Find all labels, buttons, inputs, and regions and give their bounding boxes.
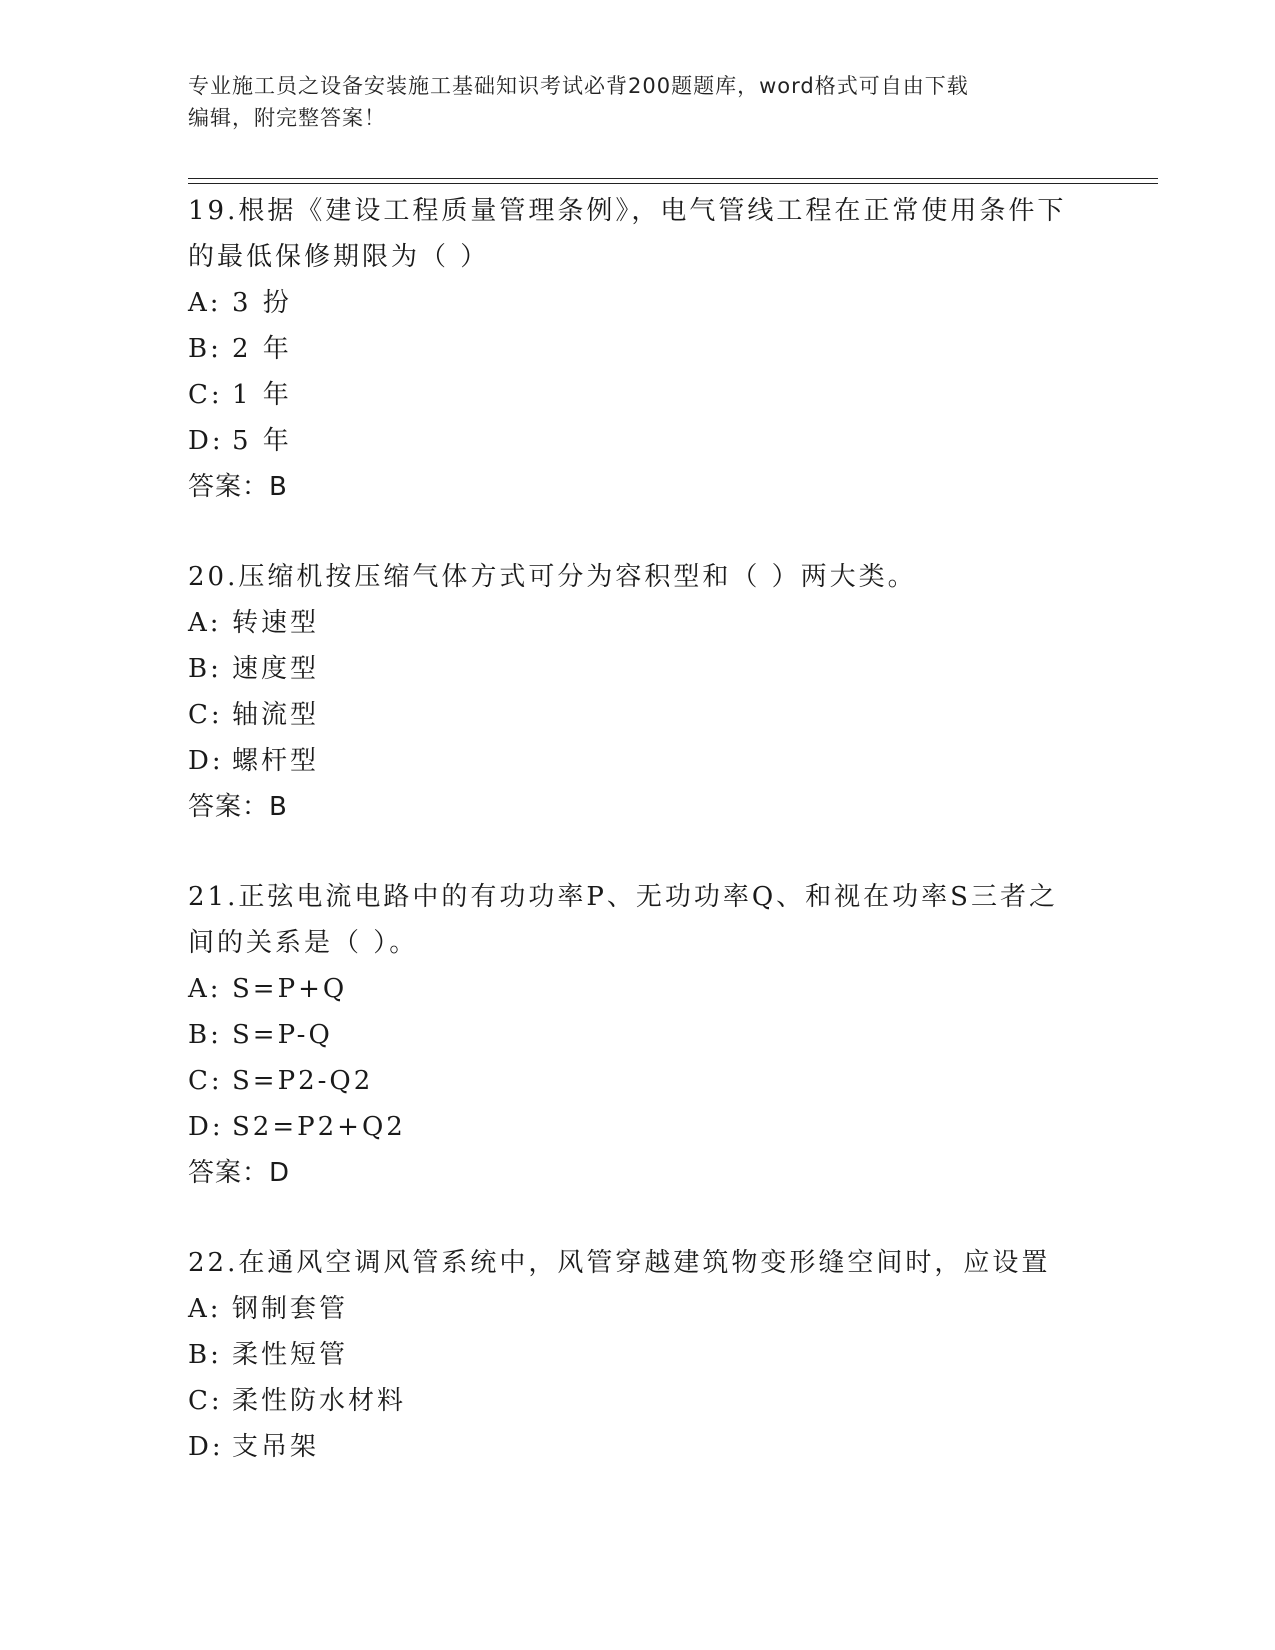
question-stem-continued: 间的关系是（ ）。 bbox=[188, 928, 419, 958]
option-letter: D: bbox=[188, 1112, 224, 1142]
option-c bbox=[188, 1058, 1088, 1104]
option-text: 支吊架 bbox=[232, 1432, 320, 1462]
option-letter: A: bbox=[188, 974, 222, 1004]
option-c bbox=[188, 692, 1088, 738]
question-22 bbox=[188, 1240, 1088, 1470]
answer-line: 答案：B bbox=[188, 472, 288, 502]
option-text: 柔性防水材料 bbox=[232, 1386, 407, 1416]
option-letter: D: bbox=[188, 426, 224, 456]
option-b bbox=[188, 646, 1088, 692]
option-b bbox=[188, 1332, 1088, 1378]
question-19 bbox=[188, 188, 1088, 510]
header-line-2: 编辑，附完整答案！ bbox=[188, 106, 386, 130]
option-letter: C: bbox=[188, 380, 223, 410]
option-a bbox=[188, 966, 1088, 1012]
option-letter: C: bbox=[188, 700, 223, 730]
question-stem-continued: 的最低保修期限为（ ） bbox=[188, 242, 490, 272]
option-a bbox=[188, 600, 1088, 646]
option-letter: B: bbox=[188, 654, 222, 684]
question-stem: 21.正弦电流电路中的有功功率P、无功功率Q、和视在功率S三者之 bbox=[188, 882, 1058, 912]
option-letter: A: bbox=[188, 608, 222, 638]
option-text: 螺杆型 bbox=[232, 746, 320, 776]
option-text: S=P+Q bbox=[232, 974, 348, 1004]
option-b bbox=[188, 326, 1088, 372]
option-c bbox=[188, 1378, 1088, 1424]
header-divider-bottom bbox=[188, 183, 1158, 184]
question-stem: 20.压缩机按压缩气体方式可分为容积型和（ ）两大类。 bbox=[188, 562, 917, 592]
header-divider-top bbox=[188, 178, 1158, 179]
option-text: 柔性短管 bbox=[232, 1340, 349, 1370]
option-letter: D: bbox=[188, 746, 224, 776]
header-line-1: 专业施工员之设备安装施工基础知识考试必背200题题库，word格式可自由下载 bbox=[188, 74, 969, 98]
question-stem: 19.根据《建设工程质量管理条例》，电气管线工程在正常使用条件下 bbox=[188, 196, 1067, 226]
option-letter: C: bbox=[188, 1066, 223, 1096]
option-text: 轴流型 bbox=[232, 700, 320, 730]
answer-line: 答案：D bbox=[188, 1158, 291, 1188]
document-header bbox=[188, 70, 1068, 134]
option-letter: B: bbox=[188, 1020, 222, 1050]
option-letter: A: bbox=[188, 1294, 222, 1324]
option-text: 转速型 bbox=[232, 608, 320, 638]
option-text: 3 扮 bbox=[232, 288, 292, 318]
option-a bbox=[188, 280, 1088, 326]
question-stem: 22.在通风空调风管系统中，风管穿越建筑物变形缝空间时，应设置 bbox=[188, 1248, 1051, 1278]
option-text: 钢制套管 bbox=[232, 1294, 349, 1324]
option-letter: D: bbox=[188, 1432, 224, 1462]
option-text: S=P-Q bbox=[232, 1020, 333, 1050]
option-d bbox=[188, 738, 1088, 784]
option-letter: B: bbox=[188, 1340, 222, 1370]
option-d bbox=[188, 1424, 1088, 1470]
option-letter: A: bbox=[188, 288, 222, 318]
option-text: S2=P2+Q2 bbox=[232, 1112, 406, 1142]
option-c bbox=[188, 372, 1088, 418]
question-20 bbox=[188, 554, 1088, 830]
option-letter: C: bbox=[188, 1386, 223, 1416]
option-text: 2 年 bbox=[232, 334, 292, 364]
answer-line: 答案：B bbox=[188, 792, 288, 822]
option-d bbox=[188, 1104, 1088, 1150]
option-a bbox=[188, 1286, 1088, 1332]
option-b bbox=[188, 1012, 1088, 1058]
option-d bbox=[188, 418, 1088, 464]
option-letter: B: bbox=[188, 334, 222, 364]
question-21 bbox=[188, 874, 1088, 1196]
option-text: 5 年 bbox=[232, 426, 292, 456]
option-text: 1 年 bbox=[232, 380, 292, 410]
option-text: S=P2-Q2 bbox=[232, 1066, 374, 1096]
option-text: 速度型 bbox=[232, 654, 320, 684]
